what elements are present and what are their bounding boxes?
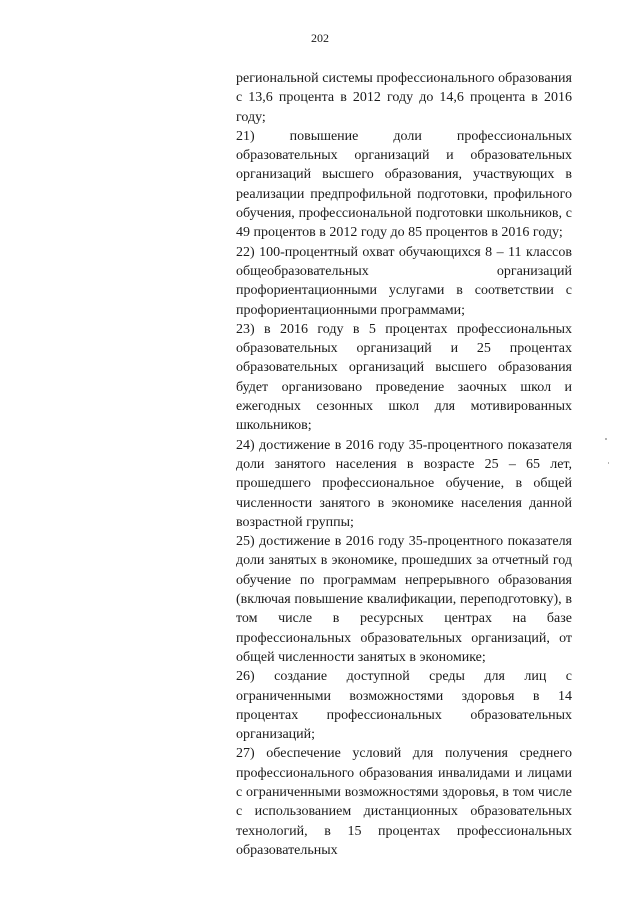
scan-speck xyxy=(608,462,609,464)
list-item-26: 26) создание доступной среды для лиц с ограниченными возможностями здоровья в 14 процентах профессиональных образовательных организаций; xyxy=(236,669,572,743)
page-number: 202 xyxy=(311,31,329,45)
body-text xyxy=(236,69,572,860)
list-item-22: 22) 100-процентный охват обучающихся 8 – 11 классов общеобразовательных организаций профориентационными услугами в соответствии с профориентационными программами; xyxy=(236,244,572,318)
list-item-23: 23) в 2016 году в 5 процентах профессиональных образовательных организаций и 25 процентах образовательных организаций высшего образования будет организовано проведение заочных школ и ежегодных сезонных школ для мотивированных школьников; xyxy=(236,321,572,434)
scan-speck xyxy=(605,438,607,440)
list-item-21: 21) повышение доли профессиональных образовательных организаций и образовательных организаций высшего образования, участвующих в реализации предпрофильной подготовки, профильного обучения, профессиональной подготовки школьников, с 49 процентов в 2012 году до 85 процентов в 2016 году; xyxy=(236,128,572,241)
list-item-27: 27) обеспечение условий для получения среднего профессионального образования инвалидами и лицами с ограниченными возможностями здоровья, в том числе с использованием дистанционных образовательных технологий, в 15 процентах профессиональных образовательных xyxy=(236,746,572,858)
paragraph-continuation: региональной системы профессионального образования с 13,6 процента в 2012 году до 14,6 процента в 2016 году; xyxy=(236,71,572,125)
list-item-24: 24) достижение в 2016 году 35-процентного показателя доли занятого населения в возрасте 25 – 65 лет, прошедшего профессиональное обучение, в общей численности занятого в экономике населения данной возрастной группы; xyxy=(236,437,572,530)
list-item-25: 25) достижение в 2016 году 35-процентного показателя доли занятых в экономике, прошедших за отчетный год обучение по программам непрерывного образования (включая повышение квалификации, переподготовку), в том числе в ресурсных центрах на базе профессиональных образовательных организаций, от общей численности занятых в экономике; xyxy=(236,534,572,665)
